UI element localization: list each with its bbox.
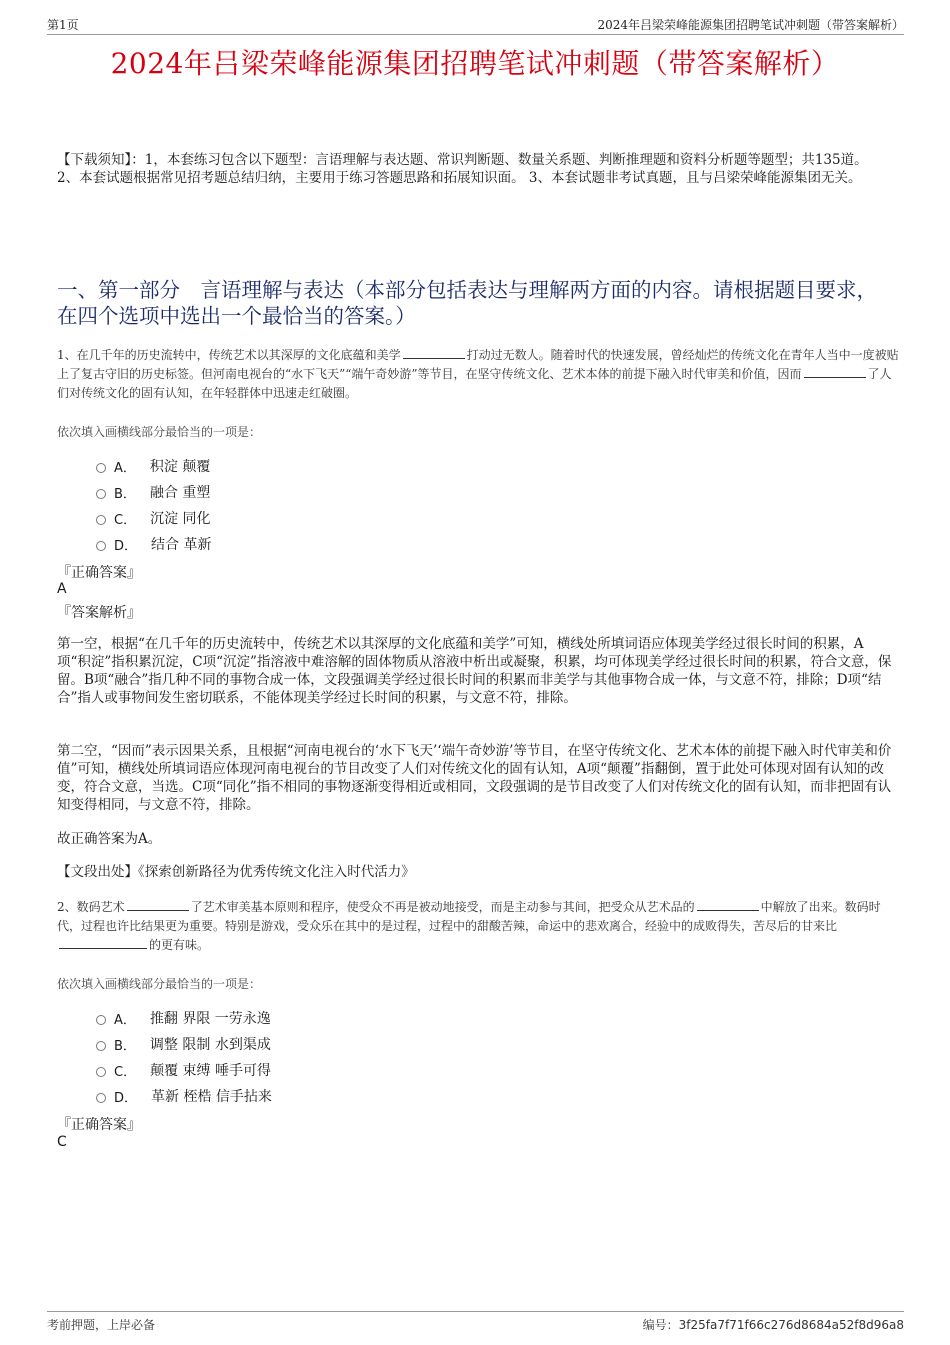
q1-text-part-a: 1、在几千年的历史流转中，传统艺术以其深厚的文化底蕴和美学 <box>57 348 401 362</box>
q1-analysis-paragraph-1: 第一空，根据“在几千年的历史流转中，传统艺术以其深厚的文化底蕴和美学”可知，横线处所填词语应体现美学经过很长时间的积累，A项“积淀”指积累沉淀，C项“沉淀”指溶液中难溶解的固体物质从溶液中析出或凝聚，积累，均可体现美学经过很长时间的积累，符合文意，保留。B项“融合”指几种不同的事物合成一体，文段强调美学经过很长时间的积累而非美学与其他事物合成一体，与文意不符，排除；D项“结合”指人或事物间发生密切联系，不能体现美学经过长时间的积累，与文意不符，排除。 <box>57 636 892 706</box>
page-number: 第1页 <box>47 18 79 32</box>
answer-blank <box>59 936 147 949</box>
radio-icon[interactable] <box>96 541 106 551</box>
q1-source: 【文段出处】《探索创新路径为优秀传统文化注入时代活力》 <box>57 864 415 880</box>
page-footer <box>47 1311 904 1338</box>
q2-text-part-d: 的更有味。 <box>149 938 210 952</box>
q1-analysis-conclusion: 故正确答案为A。 <box>57 831 162 847</box>
question-2-text <box>57 898 902 955</box>
radio-icon[interactable] <box>96 463 106 473</box>
q1-analysis-paragraph-2: 第二空，“因而”表示因果关系，且根据“河南电视台的‘水下飞天’‘端午奇妙游’等节目，在坚守传统文化、艺术本体的前提下融入时代审美和价值”可知，横线处所填词语应体现河南电视台的节目改变了人们对传统文化的固有认知，A项“颠覆”指翻倒，置于此处可体现对固有认知的改变，符合文意，当选。C项“同化”指不相同的事物逐渐变得相近或相同，文段强调的是节目改变了人们对传统文化的固有认知，而非把固有认知变得相同，与文意不符，排除。 <box>57 743 892 813</box>
q2-options <box>96 1005 272 1109</box>
radio-icon[interactable] <box>96 515 106 525</box>
radio-icon[interactable] <box>96 1067 106 1077</box>
q1-option-c[interactable]: C． 沉淀 同化 <box>96 505 211 531</box>
answer-blank <box>697 898 759 911</box>
radio-icon[interactable] <box>96 1015 106 1025</box>
footer-slogan: 考前押题，上岸必备 <box>47 1318 156 1332</box>
q2-option-c[interactable]: C． 颠覆 束缚 唾手可得 <box>96 1057 272 1083</box>
q2-option-b[interactable]: B． 调整 限制 水到渠成 <box>96 1031 272 1057</box>
q2-option-d[interactable]: D． 革新 桎梏 信手拈来 <box>96 1083 272 1109</box>
page-header <box>47 14 904 35</box>
q2-text-part-a: 2、数码艺术 <box>57 900 125 914</box>
q1-text-part-c: 了人们对传统文化的固有认知，在年轻群体中迅速走红破圈。 <box>57 367 892 400</box>
question-1-text <box>57 346 902 403</box>
q2-answer-label: 『正确答案』 <box>57 1117 141 1133</box>
section-heading: 一、第一部分 言语理解与表达（本部分包括表达与理解两方面的内容。请根据题目要求，在四个选项中选出一个最恰当的答案。） <box>57 278 877 328</box>
q1-answer: A <box>57 581 67 597</box>
q1-answer-label: 『正确答案』 <box>57 565 141 581</box>
answer-blank <box>403 346 465 359</box>
q1-option-b[interactable]: B． 融合 重塑 <box>96 479 211 505</box>
code-value: 3f25fa7f71f66c276d8684a52f8d96a8 <box>678 1318 904 1332</box>
q2-text-part-b: 了艺术审美基本原则和程序，使受众不再是被动地接受，而是主动参与其间，把受众从艺术品的 <box>190 900 695 914</box>
answer-blank <box>127 898 189 911</box>
radio-icon[interactable] <box>96 1041 106 1051</box>
q2-option-a[interactable]: A． 推翻 界限 一劳永逸 <box>96 1005 272 1031</box>
q1-text-part-b: 打动过无数人。随着时代的快速发展，曾经灿烂的传统文化在青年人当中一度被贴上了复古守旧的历史标签。但河南电视台的“水下飞天”“端午奇妙游”等节目，在坚守传统文化、艺术本体的前提下融入时代审美和价值，因而 <box>57 348 899 381</box>
page-title: 2024年吕梁荣峰能源集团招聘笔试冲刺题（带答案解析） <box>110 47 840 80</box>
q1-analysis-label: 『答案解析』 <box>57 605 141 621</box>
answer-blank <box>804 365 866 378</box>
code-label: 编号： <box>642 1318 679 1332</box>
download-notice: 【下载须知】：1，本套练习包含以下题型：言语理解与表达题、常识判断题、数量关系题、判断推理题和资料分析题等题型；共135道。 2、本套试题根据常见招考题总结归纳，主要用于练习答题思路和拓展知识面。 3、本套试题非考试真题，且与吕梁荣峰能源集团无关。 <box>57 152 868 186</box>
q1-option-a[interactable]: A． 积淀 颠覆 <box>96 453 211 479</box>
q1-option-d[interactable]: D． 结合 革新 <box>96 531 211 557</box>
q2-prompt: 依次填入画横线部分最恰当的一项是： <box>57 977 262 991</box>
q2-answer: C <box>57 1134 67 1150</box>
header-doc-title: 2024年吕梁荣峰能源集团招聘笔试冲刺题（带答案解析） <box>597 18 904 32</box>
radio-icon[interactable] <box>96 1093 106 1103</box>
q1-options <box>96 453 211 557</box>
document-code <box>643 1316 904 1333</box>
radio-icon[interactable] <box>96 489 106 499</box>
q2-text-part-c: 中解放了出来。数码时代，过程也许比结果更为重要。特别是游戏，受众乐在其中的是过程，过程中的甜酸苦辣，命运中的悲欢离合，经验中的成败得失，苦尽后的甘来比 <box>57 900 881 933</box>
q1-prompt: 依次填入画横线部分最恰当的一项是： <box>57 425 262 439</box>
